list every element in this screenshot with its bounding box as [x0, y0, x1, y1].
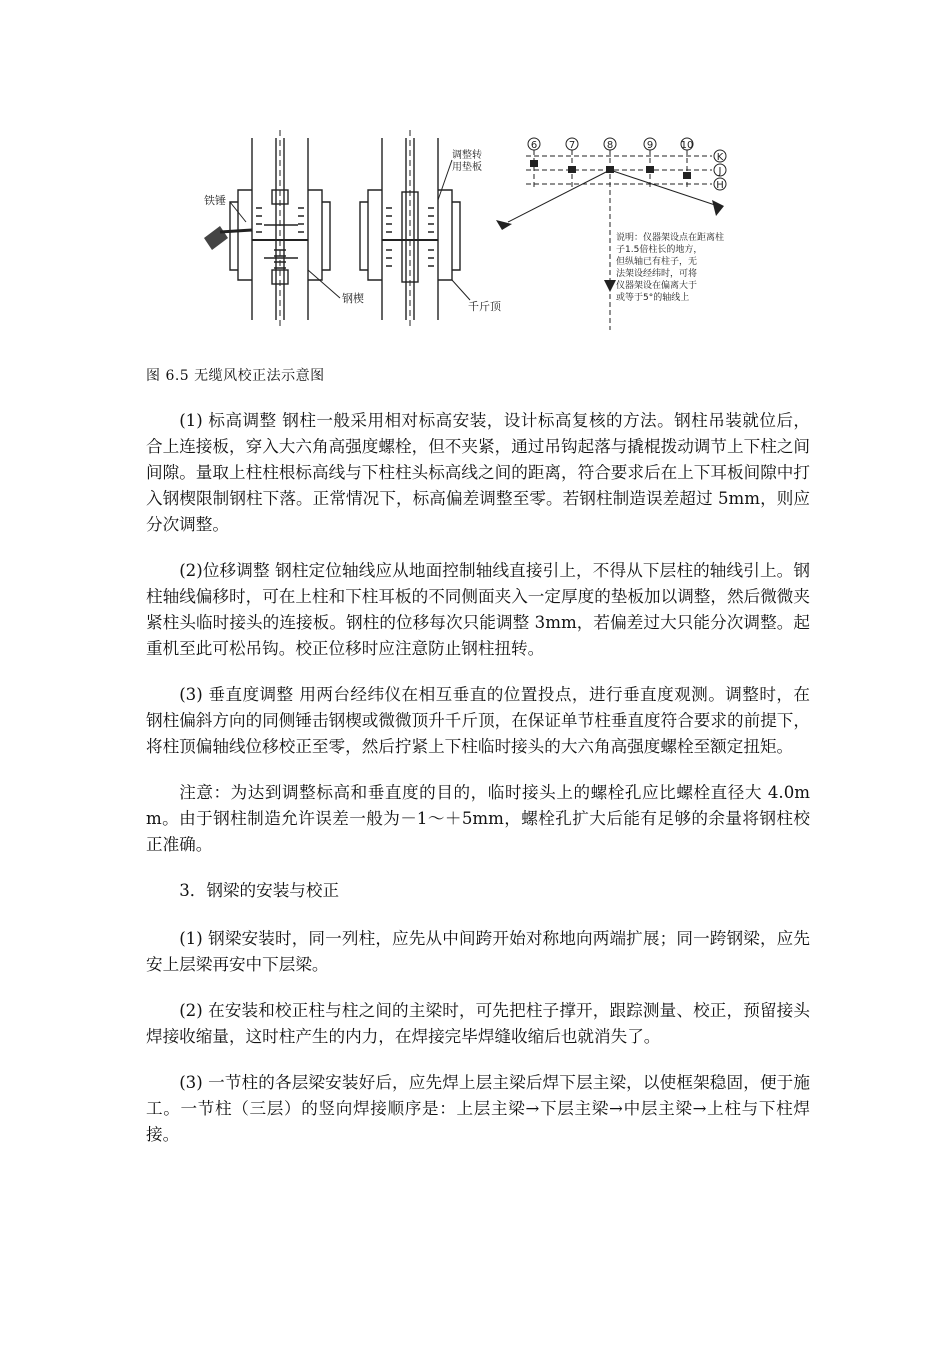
paragraph-displacement-adjustment: (2)位移调整 钢柱定位轴线应从地面控制轴线直接引上，不得从下层柱的轴线引上。钢柱轴线偏移时，可在上柱和下柱耳板的不同侧面夹入一定厚度的垫板加以调整，然后微微夹紧柱头临时接头的连接板。钢柱的位移每次只能调整 3mm，若偏差过大只能分次调整。起重机至此可松吊钩。校正位移时应注意防止钢柱扭转。 [146, 561, 810, 658]
section-heading-beam-installation: 3．钢梁的安装与校正 [179, 881, 340, 900]
svg-text:6: 6 [530, 140, 538, 151]
label-shim: 调整转用垫板 [452, 150, 482, 173]
paragraph-main-beam-correction: (2) 在安装和校正柱与柱之间的主梁时，可先把柱子撑开，跟踪测量、校正，预留接头焊接收缩量，这时柱产生的内力，在焊接完毕焊缝收缩后也就消失了。 [146, 1001, 810, 1046]
paragraph-note: 注意：为达到调整标高和垂直度的目的，临时接头上的螺栓孔应比螺栓直径大 4.0mm。由于钢柱制造允许误差一般为－1～＋5mm，螺栓孔扩大后能有足够的余量将钢柱校正准确。 [146, 783, 810, 854]
figure-caption: 图 6.5 无缆风校正法示意图 [146, 368, 325, 384]
middle-column-drawing [360, 130, 460, 330]
svg-text:8: 8 [606, 140, 614, 151]
figure-note: 说明：仪器架设点在距离柱 子1.5倍柱长的地方， 但纵轴已有柱子，无 法架设经纬时，可将 仪器架设在偏离大于 或等于5°的轴线上 [616, 233, 725, 303]
svg-text:J: J [718, 166, 722, 177]
hammer-icon [204, 202, 252, 250]
label-hammer: 铁锤 [204, 194, 226, 207]
paragraph-beam-order: (1) 钢梁安装时，同一列柱，应先从中间跨开始对称地向两端扩展；同一跨钢梁，应先安上层梁再安中下层梁。 [146, 929, 810, 974]
svg-text:10: 10 [680, 140, 694, 151]
paragraph-welding-sequence: (3) 一节柱的各层梁安装好后，应先焊上层主梁后焊下层主梁，以使框架稳固，便于施工。一节柱（三层）的竖向焊接顺序是：上层主梁→下层主梁→中层主梁→上柱与下柱焊接。 [146, 1073, 810, 1144]
svg-text:H: H [716, 180, 724, 191]
paragraph-verticality-adjustment: (3) 垂直度调整 用两台经纬仪在相互垂直的位置投点，进行垂直度观测。调整时，在钢柱偏斜方向的同侧锤击钢楔或微微顶升千斤顶，在保证单节柱垂直度符合要求的前提下，将柱顶偏轴线位移校正至零，然后拧紧上下柱临时接头的大六角高强度螺栓至额定扭矩。 [146, 685, 810, 756]
label-wedge: 钢楔 [342, 292, 364, 305]
document-body [146, 408, 810, 1168]
svg-text:9: 9 [646, 140, 654, 151]
label-jack: 千斤顶 [468, 300, 501, 313]
figure-drawing [190, 130, 770, 345]
paragraph-elevation-adjustment: (1) 标高调整 钢柱一般采用相对标高安装，设计标高复核的方法。钢柱吊装就位后，合上连接板，穿入大六角高强度螺栓，但不夹紧，通过吊钩起落与撬棍拨动调节上下柱之间间隙。量取上柱柱根标高线与下柱柱头标高线之间的距离，符合要求后在上下耳板间隙中打入钢楔限制钢柱下落。正常情况下，标高偏差调整至零。若钢柱制造误差超过 5mm，则应分次调整。 [146, 411, 810, 534]
figure-column-correction [190, 130, 770, 345]
svg-text:7: 7 [568, 140, 576, 151]
svg-text:K: K [716, 152, 724, 163]
